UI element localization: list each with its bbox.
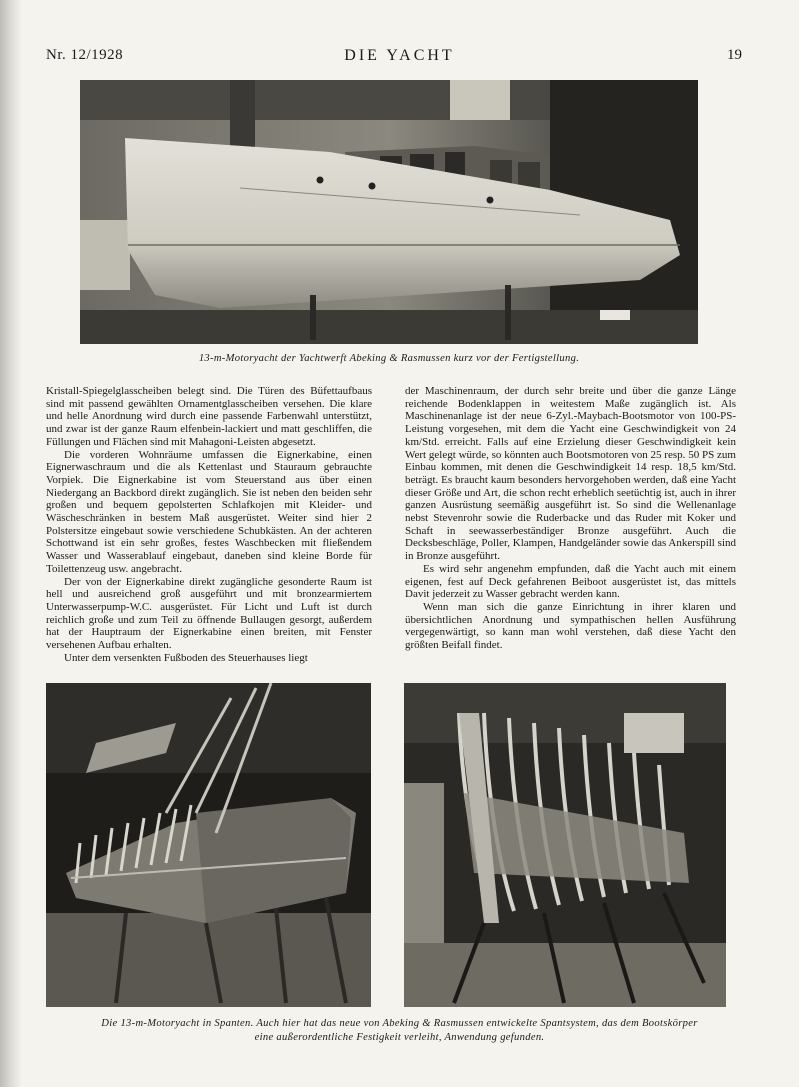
issue-number: Nr. 12/1928: [46, 47, 124, 63]
left-paragraph-1: Kristall-Spiegelglasscheiben belegt sind. Die Türen des Büfettaufbaus sind mit passend gewählten Ornamentglasscheiben versehen. Die klare und helle Anordnung wird durch eine passende Farbenwahl unterstützt, und zwar ist der ganze Raum elfenbein-lackiert und matt geschliffen, die Füllungen und Flächen sind mit Mahagoni-Leisten abgesetzt.: [46, 385, 372, 448]
yacht-photo-top: [80, 80, 698, 344]
right-paragraph-1: der Maschinenraum, der durch sehr breite und über die ganze Länge reichende Bodenklappen in weitestem Maße zugänglich ist. Als Maschinenanlage ist der neue 6-Zyl.-Maybach-Bootsmotor von 100-PS-Leistung vorgesehen, mit dem die Yacht eine Geschwindigkeit von 24 km/Std. erreicht. Falls auf eine Erzielung dieser Geschwindigkeit kein Wert gelegt würde, so könnten auch Bootsmotoren von 25 resp. 50 PS zum Einbau kommen, mit denen die Geschwindigkeit 14 resp. 18,5 km/Std. beträgt. Es braucht kaum besonders hervorgehoben werden, daß eine Yacht dieser Größe und Art, die schon recht erheblich seetüchtig ist, auch in ihrer ganzen Ausrüstung seemäßig ausgeführt ist. So sind die Wellenanlage nebst Stevenrohr sowie die Ruderbacke und das Ruder mit Koker und Schaft in seewasserbeständiger Bronze ausgeführt. Auch die Decksbeschläge, Poller, Klampen, Handgeländer sowie das Ankerspill sind in Bronze ausgeführt.: [405, 385, 736, 563]
bottom-photos-caption: [30, 1017, 769, 1045]
magazine-title: DIE YACHT: [344, 47, 455, 64]
text-column-left: [46, 385, 372, 664]
left-paragraph-2: Die vorderen Wohnräume umfassen die Eignerkabine, einen Eignerwaschraum und die als Kettenlast und Stauraum gebrauchte Vorpiek. Die Eignerkabine ist vom Steuerstand aus über einen Niedergang an Backbord direkt zugänglich. Sie ist neben den beiden sehr großen und bequem gepolsterten Schlafkojen mit Kleider- und Wäscheschränken in bestem Maß ausgerüstet. Weiter sind hier 2 Polstersitze eingebaut sowie verschiedene Schubkästen. An der achteren Schottwand ist ein sehr großes, festes Waschbecken mit fließendem Wasser und Wasserablauf eingebaut, daneben sind kleine Borde für Toilettenzeug usw. angebracht.: [46, 448, 372, 575]
page-number: 19: [727, 47, 742, 63]
text-column-right: [405, 385, 736, 652]
frames-photo-right: [404, 683, 726, 1007]
top-photo-caption: 13-m-Motoryacht der Yachtwerft Abeking & Rasmussen kurz vor der Fertigstellung.: [198, 353, 580, 364]
left-paragraph-3: Der von der Eignerkabine direkt zugängliche gesonderte Raum ist hell und ausreichend groß ausgeführt und mit bronzearmiertem Unterwasserpump-W.C. ausgerüstet. Für Licht und Luft ist durch reichlich große und zum Teil zu öffnende Bullaugen gesorgt, außerdem hat der Hauptraum der Eignerkabine einen breiten, mit Fenster versehenen Aufbau erhalten.: [46, 575, 372, 652]
frames-photo-left: [46, 683, 371, 1007]
right-paragraph-3: Wenn man sich die ganze Einrichtung in ihrer klaren und übersichtlichen Anordnung und sympathischen hellen Ausführung vergegenwärtigt, so kann man wohl verstehen, daß diese Yacht den größten Beifall findet.: [405, 600, 736, 652]
right-paragraph-2: Es wird sehr angenehm empfunden, daß die Yacht auch mit einem eigenen, fest auf Deck gefahrenen Beiboot ausgerüstet ist, das mittels Davit jederzeit zu Wasser gebracht werden kann.: [405, 562, 736, 601]
page-header: [0, 47, 799, 71]
bottom-caption-line-1: Die 13-m-Motoryacht in Spanten. Auch hier hat das neue von Abeking & Rasmussen entwickelte Spantsystem, das dem Bootskörper: [101, 1018, 698, 1029]
left-paragraph-4: Unter dem versenkten Fußboden des Steuerhauses liegt: [64, 651, 308, 664]
page-binding-shadow: [0, 0, 22, 1087]
bottom-caption-line-2: eine außerordentliche Festigkeit verleiht, Anwendung gefunden.: [254, 1032, 545, 1043]
